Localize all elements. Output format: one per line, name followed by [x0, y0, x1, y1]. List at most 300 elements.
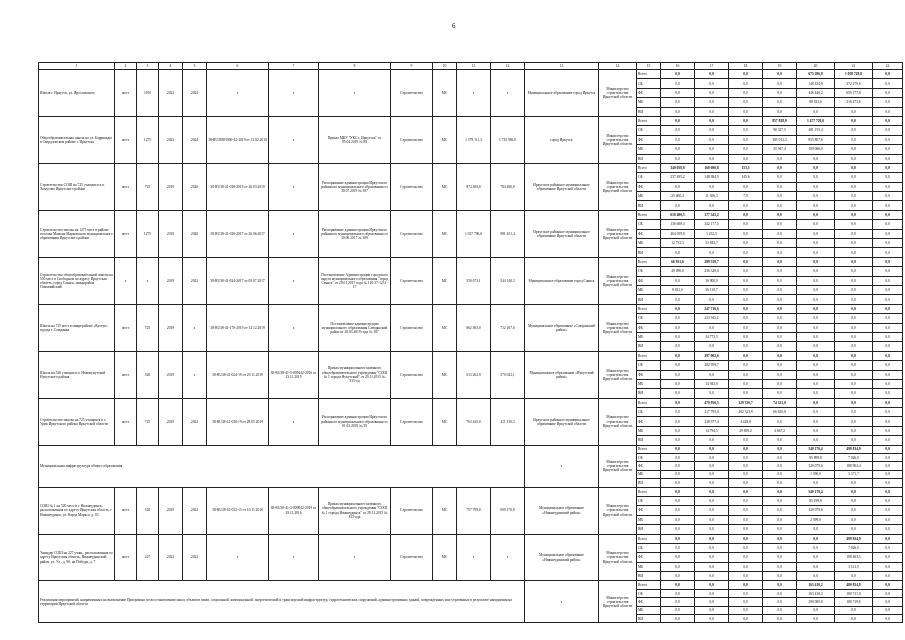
category-cell: МС	[433, 534, 457, 581]
fin-value: 0,0	[797, 295, 835, 304]
column-number: 9	[391, 63, 433, 70]
object-name-cell: Строительство школы на 725 учащихся в с. Урик Иркутского района Иркутской области	[39, 398, 115, 445]
fin-value: 0,0	[661, 553, 695, 562]
fin-value: 0,0	[763, 107, 797, 116]
fin-value: 0,0	[797, 370, 835, 379]
fin-value: 0,0	[729, 182, 763, 191]
fin-value: 0,0	[695, 462, 729, 470]
fin-value: 0,0	[835, 220, 873, 229]
fin-value: 470 956,5	[695, 398, 729, 407]
fin-value: 0,0	[763, 314, 797, 323]
fin-value: 0,0	[661, 506, 695, 515]
fin-value: 0,0	[661, 398, 695, 407]
fin-value: 0,0	[835, 398, 873, 407]
fin-value: 0,0	[763, 370, 797, 379]
fin-value: 0,0	[763, 615, 797, 623]
category-cell: МС	[433, 257, 457, 304]
fin-value: 0,0	[763, 98, 797, 107]
fin-value: 0,0	[763, 182, 797, 191]
fin-value: 0,0	[835, 332, 873, 341]
fin-value: 0,0	[797, 276, 835, 285]
fin-value: 499 834,9	[835, 445, 873, 453]
fin-value: 0,0	[763, 462, 797, 470]
fin-value: 0,0	[797, 361, 835, 370]
fin-value: 153,5	[729, 163, 763, 172]
fin-value: 0,0	[797, 229, 835, 238]
fin-value: 0,0	[729, 543, 763, 552]
fin-source-label: Всего	[637, 445, 661, 453]
estimate-cost-cell: 757 799,0	[457, 487, 491, 534]
object-name-cell: Школа на 520 учащихся п. Новонукутский Нукутского района	[39, 351, 115, 398]
fin-value: 0,0	[873, 534, 903, 543]
fin-value: 0,0	[797, 239, 835, 248]
fin-source-label: Всего	[637, 116, 661, 125]
conclusion-cell: x	[269, 398, 319, 445]
fin-value: 0,0	[763, 304, 797, 313]
fin-value: 0,0	[797, 182, 835, 191]
fin-value: 0,0	[835, 515, 873, 524]
estimate-cost-cell: 862 365,0	[457, 304, 491, 351]
work-type-cell: Строительство	[391, 257, 433, 304]
fin-value: 0,0	[873, 589, 903, 597]
fin-value: 0,0	[873, 229, 903, 238]
fin-value: 0,0	[763, 257, 797, 266]
fin-value: 0,0	[835, 615, 873, 623]
column-number: 19	[763, 63, 797, 70]
fin-value: 163 410,2	[797, 581, 835, 589]
fin-value: 0,0	[695, 562, 729, 571]
fin-value: 0,0	[729, 379, 763, 388]
fin-value: 0,0	[835, 182, 873, 191]
fin-source-label: ВИ	[637, 295, 661, 304]
fin-value: 0,0	[661, 436, 695, 445]
fin-value: 0,0	[661, 598, 695, 606]
fin-source-label: МБ	[637, 562, 661, 571]
fin-value: 0,0	[695, 323, 729, 332]
fin-value: 0,0	[695, 79, 729, 88]
fin-value: 0,0	[661, 581, 695, 589]
capacity-cell: 227	[137, 534, 159, 581]
fin-value: 0,0	[661, 145, 695, 154]
table-row	[39, 70, 903, 79]
fin-value: 0,0	[729, 470, 763, 478]
fin-value: 0,0	[873, 88, 903, 97]
fin-value: 499 834,9	[835, 534, 873, 543]
work-type-cell: Строительство	[391, 116, 433, 163]
fin-value: 0,0	[695, 107, 729, 116]
fin-source-label: ВИ	[637, 201, 661, 210]
permit-cell: 38-RU38-41-170-2019 от 12.12.2019	[207, 304, 269, 351]
fin-value: 446 446,2	[797, 88, 835, 97]
fin-value: 16 900,0	[695, 276, 729, 285]
fin-value: 0,0	[835, 389, 873, 398]
fin-source-label: МБ	[637, 606, 661, 614]
fin-value: 0,0	[873, 332, 903, 341]
fin-value: 0,0	[797, 107, 835, 116]
fin-value: 0,0	[695, 98, 729, 107]
fin-value: 855 807,6	[797, 135, 835, 144]
fin-source-label: Всего	[637, 304, 661, 313]
fin-value: 0,0	[695, 154, 729, 163]
fin-source-label: ФБ	[637, 417, 661, 426]
end-year-cell: 2020	[183, 210, 207, 257]
category-cell: МС	[433, 210, 457, 257]
fin-value: 0,0	[661, 389, 695, 398]
fin-value: 0,0	[797, 417, 835, 426]
fin-value: 148 384,5	[695, 173, 729, 182]
fin-value: 0,0	[873, 342, 903, 351]
fin-value: 0,0	[729, 70, 763, 79]
start-year-cell: 2019	[159, 257, 183, 304]
fin-value: 0,0	[695, 615, 729, 623]
fin-value: 66 650,8	[763, 408, 797, 417]
fin-value: 0,0	[797, 192, 835, 201]
fin-value: 0,0	[797, 351, 835, 360]
column-number: 15	[637, 63, 661, 70]
category-cell: МС	[433, 487, 457, 534]
fin-value: 0,0	[835, 116, 873, 125]
fin-value: 49 090,0	[661, 267, 695, 276]
permit-cell: 38-RU38303000-42-2019 от 13.02.2019	[207, 116, 269, 163]
remaining-cost-cell: 784 490,0	[491, 163, 525, 210]
fin-value: 0,0	[835, 479, 873, 487]
category-cell: МС	[433, 116, 457, 163]
fin-value: 0,0	[729, 534, 763, 543]
estimate-cost-cell: x	[457, 70, 491, 117]
fin-value: 0,0	[661, 534, 695, 543]
decision-cell: Приказ МКУ "УКС г. Иркутска" от 05.04.2019 № 98	[319, 116, 391, 163]
conclusion-cell: 38-RU38-41-3-009042-2019 от 29.11.2016	[269, 487, 319, 534]
fin-value: 0,0	[729, 304, 763, 313]
fin-source-label: МБ	[637, 426, 661, 435]
fin-value: 0,0	[797, 154, 835, 163]
column-number: 22	[873, 63, 903, 70]
fin-value: 188 904,4	[835, 462, 873, 470]
fin-value: 7 026,0	[835, 543, 873, 552]
fin-value: 0,0	[695, 506, 729, 515]
fin-value: 320 079,6	[797, 462, 835, 470]
fin-value: 0,0	[695, 182, 729, 191]
fin-source-label: МБ	[637, 470, 661, 478]
unit-cell: мест	[115, 70, 137, 117]
fin-source-label: ФБ	[637, 370, 661, 379]
fin-value: 0,0	[873, 173, 903, 182]
fin-value: 11 306,3	[695, 192, 729, 201]
fin-source-label: ФБ	[637, 462, 661, 470]
fin-value: 1 232,5	[695, 229, 729, 238]
fin-value: 0,0	[661, 426, 695, 435]
fin-value: 0,0	[661, 107, 695, 116]
capacity-cell: 725	[137, 163, 159, 210]
fin-source-label: МБ	[637, 192, 661, 201]
fin-value: 0,0	[763, 267, 797, 276]
fin-value: 0,0	[763, 70, 797, 79]
fin-value: 0,0	[661, 562, 695, 571]
table-row	[39, 163, 903, 172]
table-row	[39, 398, 903, 407]
fin-value: 0,0	[729, 107, 763, 116]
fin-value: 540 176,4	[797, 487, 835, 496]
fin-value: 0,0	[695, 543, 729, 552]
fin-value: 0,0	[873, 276, 903, 285]
fin-value: 650 177,0	[835, 88, 873, 97]
fin-value: 0,0	[873, 506, 903, 515]
fin-value: 0,0	[835, 173, 873, 182]
fin-value: 0,0	[835, 496, 873, 505]
municipality-cell: Иркутское районное муниципальное образование Иркутской области	[525, 398, 599, 445]
municipality-cell: Муниципальное образование город Саянск	[525, 257, 599, 304]
fin-value: 0,0	[729, 276, 763, 285]
fin-value: 0,0	[835, 229, 873, 238]
fin-value: 0,0	[729, 135, 763, 144]
fin-value: 0,0	[661, 88, 695, 97]
decision-cell: x	[319, 70, 391, 117]
fin-value: 0,0	[729, 220, 763, 229]
fin-value: 0,0	[797, 248, 835, 257]
fin-value: 0,0	[873, 285, 903, 294]
estimate-cost-cell: x	[457, 534, 491, 581]
fin-source-label: Всего	[637, 257, 661, 266]
fin-value: 0,0	[797, 314, 835, 323]
fin-value: 329 330,7	[729, 398, 763, 407]
remaining-cost-cell: 1 735 969,0	[491, 116, 525, 163]
conclusion-cell: x	[269, 304, 319, 351]
fin-value: 0,0	[763, 192, 797, 201]
object-name-cell: Униндер СОШ на 227 учащ., расположенная по адресу Иркутская область, Нижнеудинский район, ул. Ул., д. 90, на Победы, д. 7	[39, 534, 115, 581]
fin-value: 0,0	[763, 598, 797, 606]
object-name-cell: Школа на 725 мест в микрорайоне «Култук» города г. Слюдянка	[39, 304, 115, 351]
unit-cell: мест	[115, 163, 137, 210]
fin-value: 0,0	[729, 295, 763, 304]
fin-value: 74 321,0	[763, 398, 797, 407]
remaining-cost-cell: x	[491, 70, 525, 117]
fin-value: 0,0	[661, 408, 695, 417]
fin-value: 0,0	[729, 210, 763, 219]
fin-value: 0,0	[835, 361, 873, 370]
fin-value: 282 959,7	[695, 361, 729, 370]
fin-source-label: ВИ	[637, 248, 661, 257]
fin-source-label: ФБ	[637, 88, 661, 97]
fin-source-label: МБ	[637, 515, 661, 524]
fin-value: 160 690,8	[695, 163, 729, 172]
fin-value: 0,0	[873, 389, 903, 398]
conclusion-cell: x	[269, 210, 319, 257]
fin-value: 0,0	[729, 154, 763, 163]
fin-value: 0,0	[835, 135, 873, 144]
fin-value: 0,0	[835, 408, 873, 417]
start-year-cell: 2019	[159, 487, 183, 534]
capacity-cell: x	[137, 257, 159, 304]
municipality-cell: Муниципальное образование город Иркутск	[525, 70, 599, 117]
fin-source-label: ВИ	[637, 479, 661, 487]
fin-value: 0,0	[873, 487, 903, 496]
fin-value: 0,0	[763, 525, 797, 534]
fin-value: 0,0	[835, 210, 873, 219]
fin-value: 0,0	[873, 470, 903, 478]
fin-value: 0,0	[763, 506, 797, 515]
fin-source-label: ОБ	[637, 79, 661, 88]
fin-source-label: ОБ	[637, 408, 661, 417]
fin-value: 0,0	[763, 332, 797, 341]
fin-source-label: ВИ	[637, 615, 661, 623]
fin-value: 0,0	[797, 342, 835, 351]
column-number: 14	[599, 63, 637, 70]
permit-cell: x	[207, 70, 269, 117]
fin-value: 481 155,4	[797, 126, 835, 135]
fin-value: 0,0	[729, 436, 763, 445]
unit-cell: мест	[115, 534, 137, 581]
fin-value: 0,0	[835, 342, 873, 351]
fin-source-label: МБ	[637, 285, 661, 294]
fin-value: 0,0	[661, 454, 695, 462]
footer-label: Реализация мероприятий, направленных на выполнение Программы по восстановлению школ, объектов связи, социальной, коммунальной, энергетической и транспортной инфраструктур, гидротехнических сооружений, административных зданий, поврежденных или утраченных в результате наводнения на территории Иркутской области	[39, 581, 525, 623]
fin-source-label: МБ	[637, 98, 661, 107]
fin-value: 0,0	[873, 182, 903, 191]
fin-value: 0,0	[873, 598, 903, 606]
fin-value: 0,0	[835, 154, 873, 163]
table-row	[39, 534, 903, 543]
fin-value: 0,0	[763, 295, 797, 304]
fin-source-label: МБ	[637, 145, 661, 154]
fin-value: 0,0	[661, 479, 695, 487]
object-name-cell: Школа г. Иркутск, ул. Ярославского	[39, 70, 115, 117]
fin-value: 0,0	[763, 543, 797, 552]
permit-cell: x	[207, 534, 269, 581]
fin-value: 0,0	[661, 351, 695, 360]
table-row	[39, 257, 903, 266]
fin-value: 0,0	[763, 496, 797, 505]
fin-value: 0,0	[695, 553, 729, 562]
table-row	[39, 445, 903, 453]
fin-value: 2 399,0	[797, 515, 835, 524]
fin-value: 0,0	[695, 248, 729, 257]
fin-value: 0,0	[729, 487, 763, 496]
fin-value: 247 716,6	[695, 304, 729, 313]
fin-value: 0,0	[835, 285, 873, 294]
fin-value: 0,0	[835, 267, 873, 276]
fin-value: 0,0	[729, 598, 763, 606]
fin-value: 0,0	[695, 581, 729, 589]
fin-value: 0,0	[729, 285, 763, 294]
fin-source-label: Всего	[637, 581, 661, 589]
fin-value: 188 463,5	[835, 553, 873, 562]
fin-source-label: Всего	[637, 210, 661, 219]
fin-value: 0,0	[695, 88, 729, 97]
fin-value: 0,0	[661, 417, 695, 426]
fin-value: 0,0	[873, 426, 903, 435]
fin-value: 0,0	[797, 173, 835, 182]
table-row	[39, 351, 903, 360]
fin-value: 0,0	[661, 116, 695, 125]
municipality-cell: город Иркутск	[525, 116, 599, 163]
fin-value: 0,0	[729, 229, 763, 238]
fin-value: 0,0	[835, 276, 873, 285]
fin-value: 0,0	[797, 615, 835, 623]
fin-value: 0,0	[729, 323, 763, 332]
fin-value: 66 931,6	[661, 257, 695, 266]
capacity-cell: 520	[137, 351, 159, 398]
fin-value: 0,0	[873, 163, 903, 172]
fin-value: 0,0	[763, 173, 797, 182]
fin-value: 0,0	[661, 379, 695, 388]
fin-source-label: ФБ	[637, 323, 661, 332]
decision-cell: x	[319, 534, 391, 581]
fin-value: 0,0	[763, 479, 797, 487]
estimate-cost-cell: 874 300,0	[457, 163, 491, 210]
unit-cell: мест	[115, 487, 137, 534]
fin-value: 0,0	[763, 88, 797, 97]
fin-value: 85 899,8	[797, 454, 835, 462]
category-cell: МС	[433, 70, 457, 117]
department-cell: Министерство строительства Иркутской области	[599, 445, 637, 487]
fin-value: 4 667,2	[763, 426, 797, 435]
fin-value: 0,0	[797, 572, 835, 581]
municipality-cell: Муниципальное образование «Нукутский район»	[525, 351, 599, 398]
fin-value: 0,0	[695, 126, 729, 135]
fin-value: 0,0	[661, 606, 695, 614]
object-name-cell: Общеобразовательная школа по ул. Баррикады в Свердловском районе г. Иркутска	[39, 116, 115, 163]
fin-value: 0,0	[661, 248, 695, 257]
fin-value: 0,0	[797, 257, 835, 266]
fin-value: 0,0	[695, 135, 729, 144]
fin-value: 0,0	[661, 370, 695, 379]
start-year-cell: 2019	[159, 163, 183, 210]
fin-value: 7,9	[729, 192, 763, 201]
department-cell: Министерство строительства Иркутской области	[599, 163, 637, 210]
fin-value: 0,0	[835, 163, 873, 172]
fin-value: 35 947,4	[763, 145, 797, 154]
fin-value: 238 977,4	[695, 417, 729, 426]
fin-value: 0,0	[763, 487, 797, 496]
fin-value: 0,0	[729, 553, 763, 562]
fin-value: 85 199,8	[797, 496, 835, 505]
fin-value: 1 058 729,8	[835, 70, 873, 79]
fin-value: 0,0	[763, 229, 797, 238]
fin-value: 0,0	[695, 572, 729, 581]
column-number: 6	[207, 63, 269, 70]
fin-value: 0,0	[873, 70, 903, 79]
fin-value: 0,0	[835, 525, 873, 534]
fin-source-label: ВИ	[637, 436, 661, 445]
fin-value: 0,0	[729, 479, 763, 487]
fin-value: 0,0	[695, 436, 729, 445]
municipality-cell: x	[525, 445, 599, 487]
end-year-cell: x	[183, 304, 207, 351]
fin-value: 0,0	[661, 295, 695, 304]
fin-value: 0,0	[873, 462, 903, 470]
fin-value: 0,0	[873, 323, 903, 332]
page-number: 6	[452, 22, 456, 30]
capacity-cell: 1275	[137, 210, 159, 257]
fin-value: 36 110,7	[695, 285, 729, 294]
permit-cell: 38-RU38-41-024-19 от 29.11.2019	[207, 351, 269, 398]
municipality-cell: Муниципальное образование «Нижнеудинский район»	[525, 534, 599, 581]
fin-source-label: ФБ	[637, 229, 661, 238]
fin-value: 0,0	[873, 496, 903, 505]
fin-value: 0,0	[763, 454, 797, 462]
fin-value: 0,0	[695, 454, 729, 462]
end-year-cell: 2022	[183, 487, 207, 534]
fin-value: 0,0	[763, 285, 797, 294]
fin-value: 0,0	[661, 332, 695, 341]
object-name-cell: Строительство школы на 1275 мест в районе поселка Мамона Марковского муниципального образования Иркутского района	[39, 210, 115, 257]
column-number: 4	[159, 63, 183, 70]
fin-value: 0,0	[873, 408, 903, 417]
fin-value: 0,0	[661, 589, 695, 597]
department-cell: Министерство строительства Иркутской области	[599, 304, 637, 351]
fin-source-label: ВИ	[637, 107, 661, 116]
fin-value: 0,0	[797, 332, 835, 341]
